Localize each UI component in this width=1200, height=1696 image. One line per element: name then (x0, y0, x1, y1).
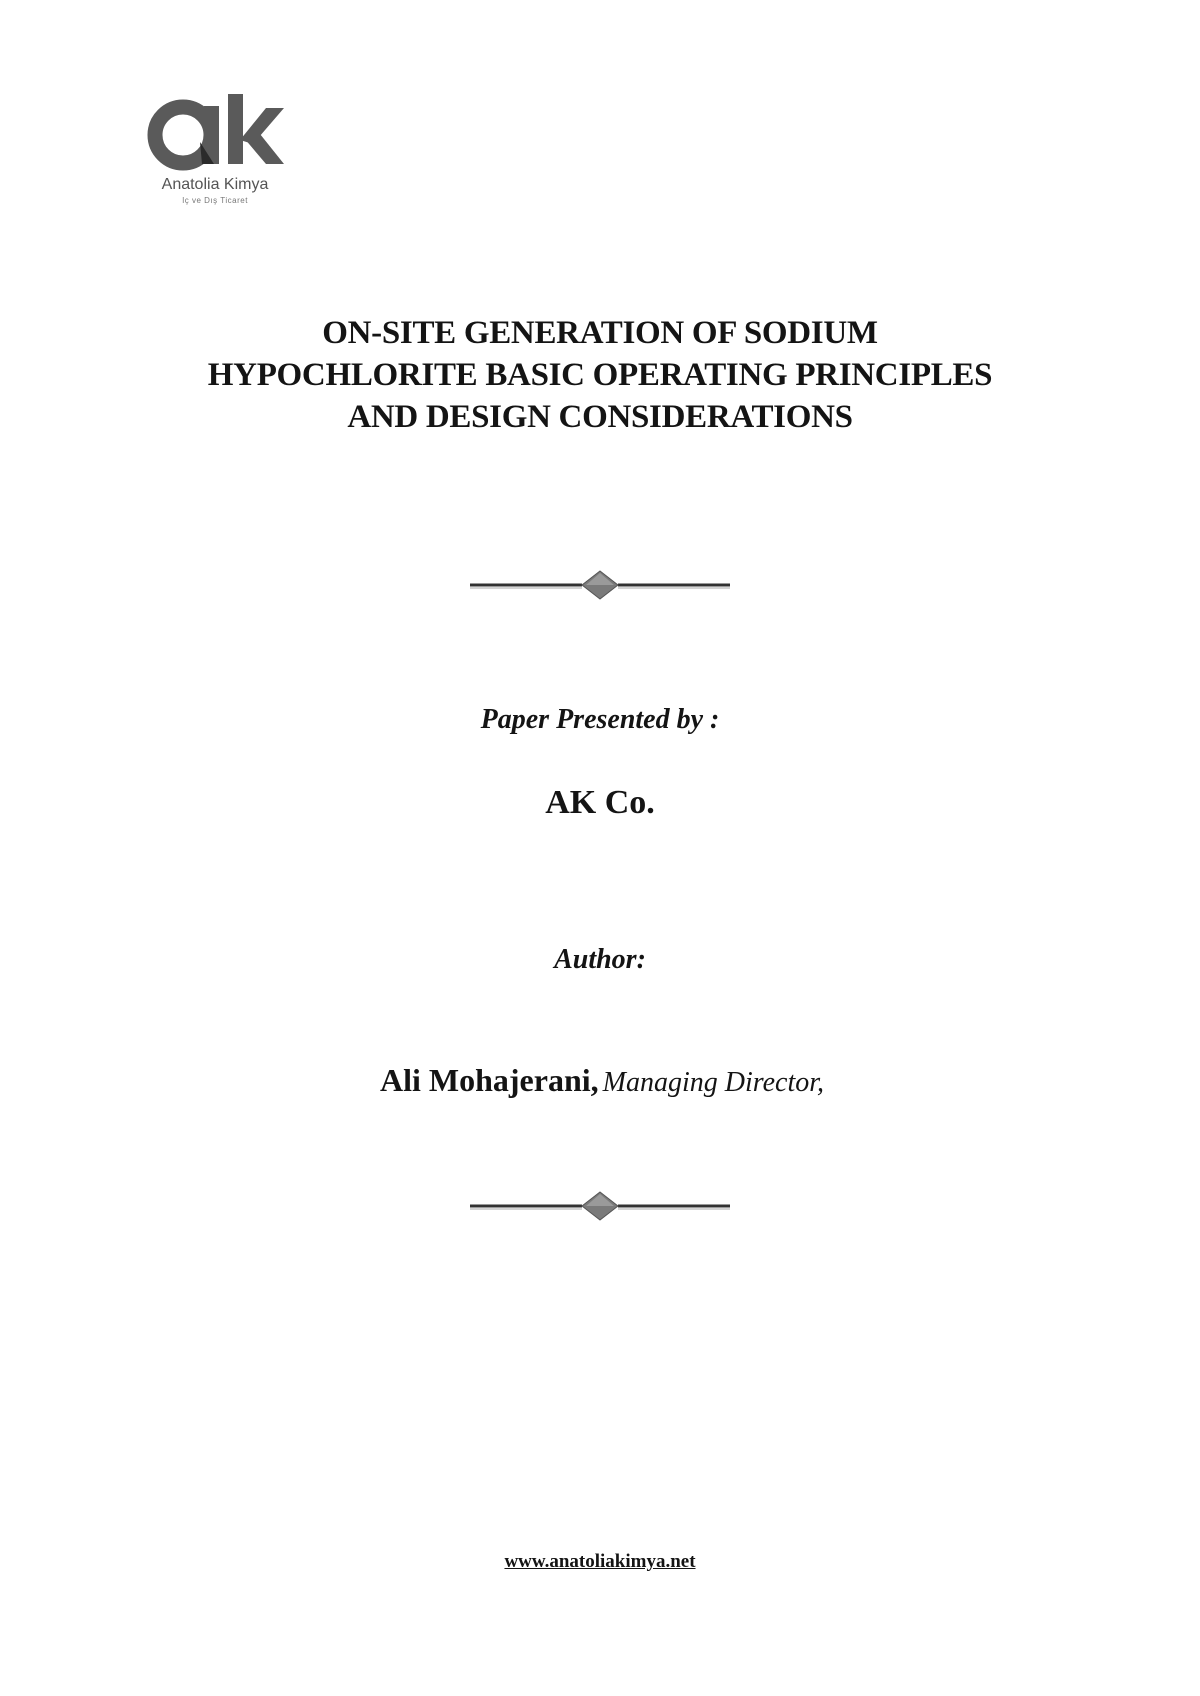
company-logo (140, 92, 290, 222)
title-line-3: AND DESIGN CONSIDERATIONS (347, 399, 853, 435)
diamond-divider-icon (470, 1191, 730, 1221)
author-line (380, 1062, 824, 1099)
website-link[interactable]: www.anatoliakimya.net (504, 1551, 696, 1572)
title-line-2: HYPOCHLORITE BASIC OPERATING PRINCIPLES (207, 357, 993, 393)
author-role: Managing Director, (602, 1067, 825, 1098)
ornamental-divider-top (470, 570, 730, 600)
logo-tagline-text (140, 196, 290, 205)
ornamental-divider-bottom (470, 1191, 730, 1221)
author-label: Author: (554, 944, 646, 975)
title-line-1: ON-SITE GENERATION OF SODIUM (322, 315, 878, 351)
diamond-divider-icon (470, 570, 730, 600)
logo-brand-text (140, 176, 290, 194)
document-title (60, 312, 1140, 438)
logo-brand: Anatolia Kimya (161, 176, 269, 193)
author-name: Ali Mohajerani, (380, 1062, 599, 1098)
company-name: AK Co. (545, 784, 655, 821)
presented-by-label: Paper Presented by : (480, 704, 720, 735)
logo-tagline: Iç ve Dış Ticaret (182, 196, 248, 205)
